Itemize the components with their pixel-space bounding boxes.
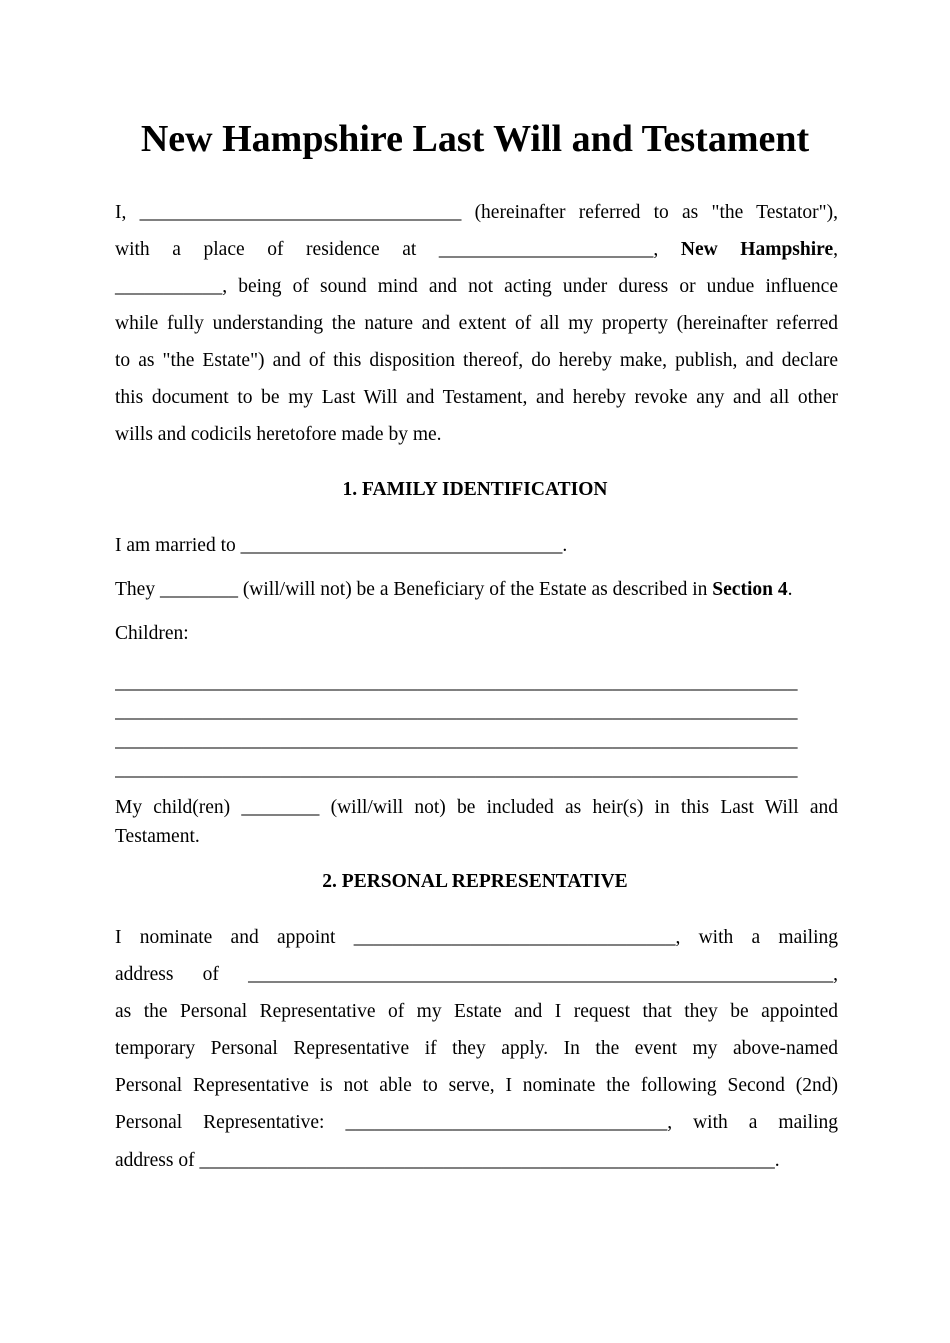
- intro-line-4: while fully understanding the nature and extent of all my property (hereinafter referred: [115, 313, 838, 334]
- child-blank-line: ______________________________________________________________________: [115, 759, 798, 780]
- section-2-heading: 2. PERSONAL REPRESENTATIVE: [322, 871, 628, 892]
- intro-line-3: ___________, being of sound mind and not acting under duress or undue influence: [115, 276, 838, 297]
- representative-line-1: I nominate and appoint _________________________________, with a mailing: [115, 927, 838, 948]
- married-line: I am married to _________________________________.: [115, 535, 568, 556]
- representative-line-6: Personal Representative: _________________________________, with a mailing: [115, 1112, 838, 1133]
- intro-line-1: I, _________________________________ (hereinafter referred to as "the Testator"),: [115, 202, 838, 223]
- representative-line-3: as the Personal Representative of my Estate and I request that they be appointed: [115, 1001, 838, 1022]
- section-1-heading: 1. FAMILY IDENTIFICATION: [342, 479, 608, 500]
- beneficiary-text: They ________ (will/will not) be a Beneficiary of the Estate as described in: [115, 579, 713, 600]
- child-blank-line: ______________________________________________________________________: [115, 672, 798, 693]
- beneficiary-period: .: [787, 579, 793, 600]
- heirs-line-1: My child(ren) ________ (will/will not) be included as heir(s) in this Last Will and: [115, 797, 838, 818]
- representative-line-2: address of ____________________________________________________________,: [115, 964, 838, 985]
- state-name: New Hampshire: [680, 239, 834, 260]
- child-blank-line: ______________________________________________________________________: [115, 730, 798, 751]
- beneficiary-line: [115, 577, 838, 603]
- heirs-line-2: Testament.: [115, 826, 200, 847]
- intro-line-2-comma: ,: [833, 239, 838, 260]
- intro-line-6: this document to be my Last Will and Testament, and hereby revoke any and all other: [115, 387, 838, 408]
- intro-line-5: to as "the Estate") and of this disposition thereof, do hereby make, publish, and declare: [115, 350, 838, 371]
- intro-line-2-text: with a place of residence at ______________________,: [115, 239, 681, 260]
- child-blank-line: ______________________________________________________________________: [115, 701, 798, 722]
- representative-line-7: address of ___________________________________________________________.: [115, 1150, 780, 1171]
- document-title: New Hampshire Last Will and Testament: [140, 118, 810, 160]
- representative-line-5: Personal Representative is not able to serve, I nominate the following Second (2nd): [115, 1075, 838, 1096]
- intro-line-7: wills and codicils heretofore made by me.: [115, 424, 442, 445]
- representative-line-4: temporary Personal Representative if they apply. In the event my above-named: [115, 1038, 838, 1059]
- intro-line-2: [115, 237, 838, 263]
- section-4-reference: Section 4: [712, 579, 788, 600]
- children-label: Children:: [115, 623, 189, 644]
